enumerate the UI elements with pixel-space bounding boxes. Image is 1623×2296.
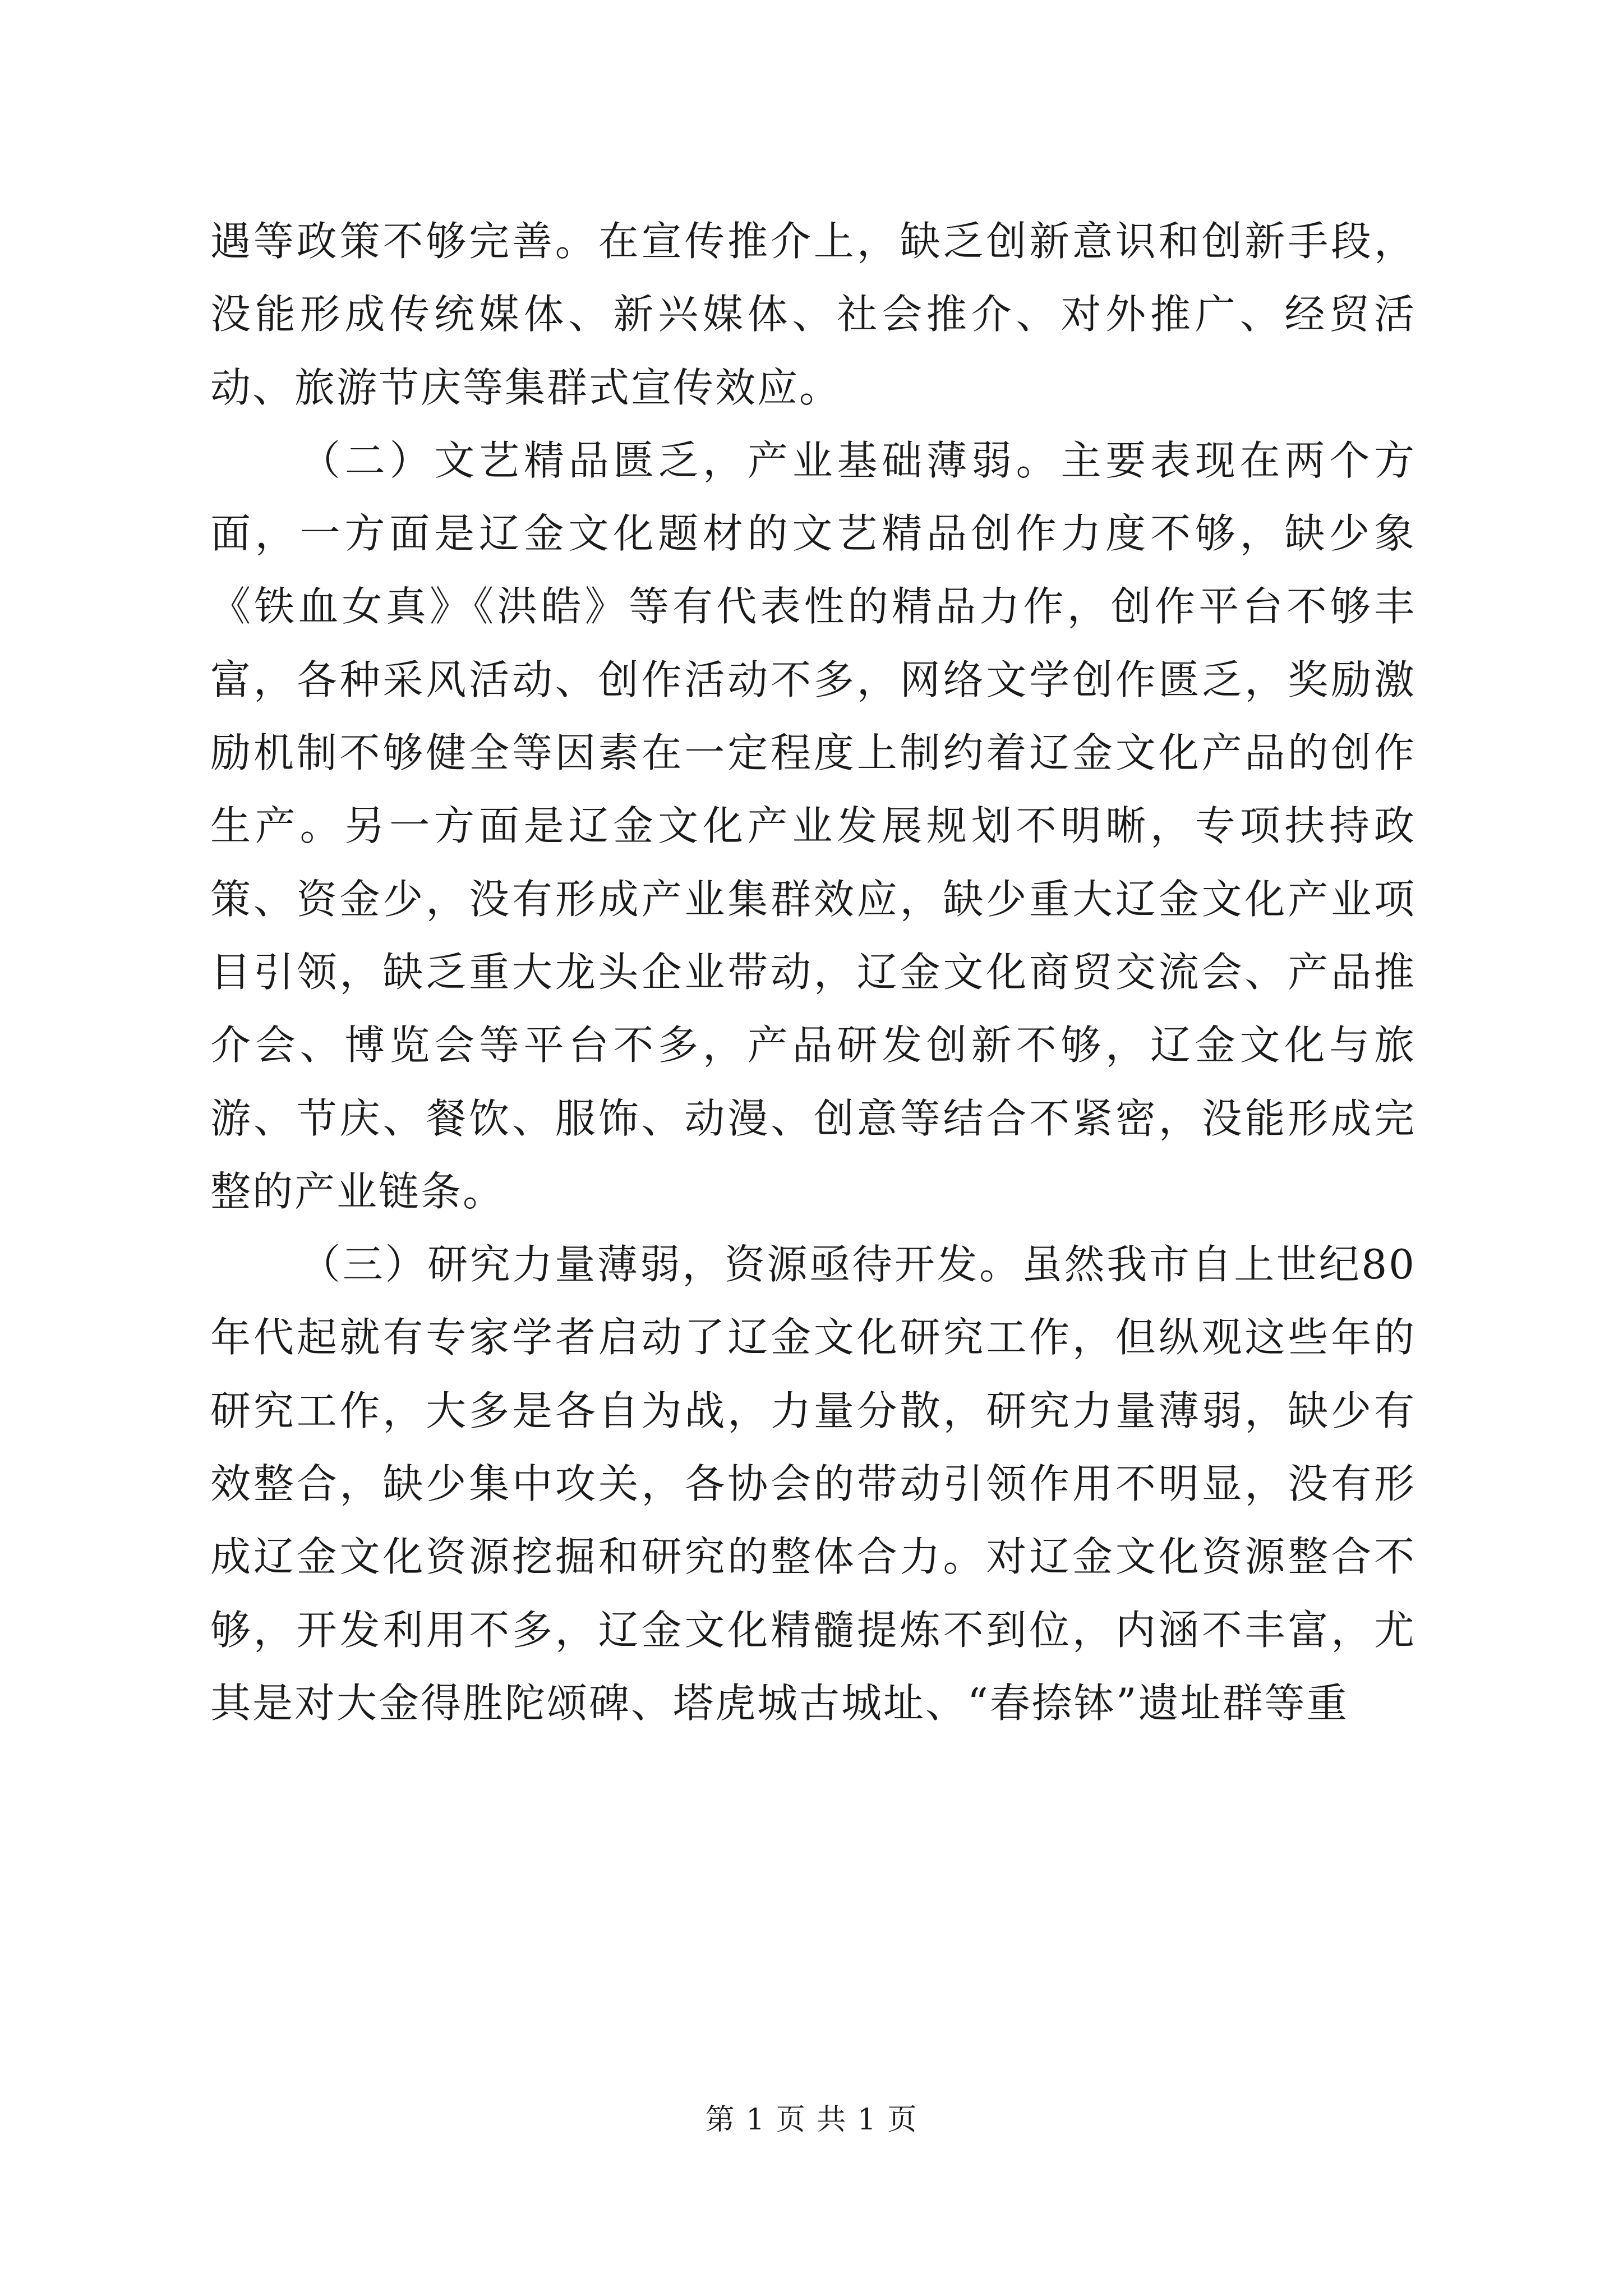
page-number-label: 第 1 页 共 1 页: [705, 2103, 918, 2137]
document-body: [210, 205, 1416, 1740]
page-footer: [0, 2100, 1623, 2139]
paragraph-policy-promotion: 遇等政策不够完善。在宣传推介上，缺乏创新意识和创新手段，没能形成传统媒体、新兴媒体、社会推介、对外推广、经贸活动、旅游节庆等集群式宣传效应。: [210, 218, 1416, 411]
paragraph-section-two: （二）文艺精品匮乏，产业基础薄弱。主要表现在两个方面，一方面是辽金文化题材的文艺精品创作力度不够，缺少象《铁血女真》《洪皓》等有代表性的精品力作，创作平台不够丰富，各种采风活动、创作活动不多，网络文学创作匮乏，奖励激励机制不够健全等因素在一定程度上制约着辽金文化产品的创作生产。另一方面是辽金文化产业发展规划不明晰，专项扶持政策、资金少，没有形成产业集群效应，缺少重大辽金文化产业项目引领，缺乏重大龙头企业带动，辽金文化商贸交流会、产品推介会、博览会等平台不多，产品研发创新不够，辽金文化与旅游、节庆、餐饮、服饰、动漫、创意等结合不紧密，没能形成完整的产业链条。: [210, 436, 1416, 1215]
paragraph-section-three: （三）研究力量薄弱，资源亟待开发。虽然我市自上世纪80年代起就有专家学者启动了辽金文化研究工作，但纵观这些年的研究工作，大多是各自为战，力量分散，研究力量薄弱，缺少有效整合，缺少集中攻关，各协会的带动引领作用不明显，没有形成辽金文化资源挖掘和研究的整体合力。对辽金文化资源整合不够，开发利用不多，辽金文化精髓提炼不到位，内涵不丰富，尤其是对大金得胜陀颂碑、塔虎城古城址、“春捺钵”遗址群等重: [210, 1241, 1416, 1727]
